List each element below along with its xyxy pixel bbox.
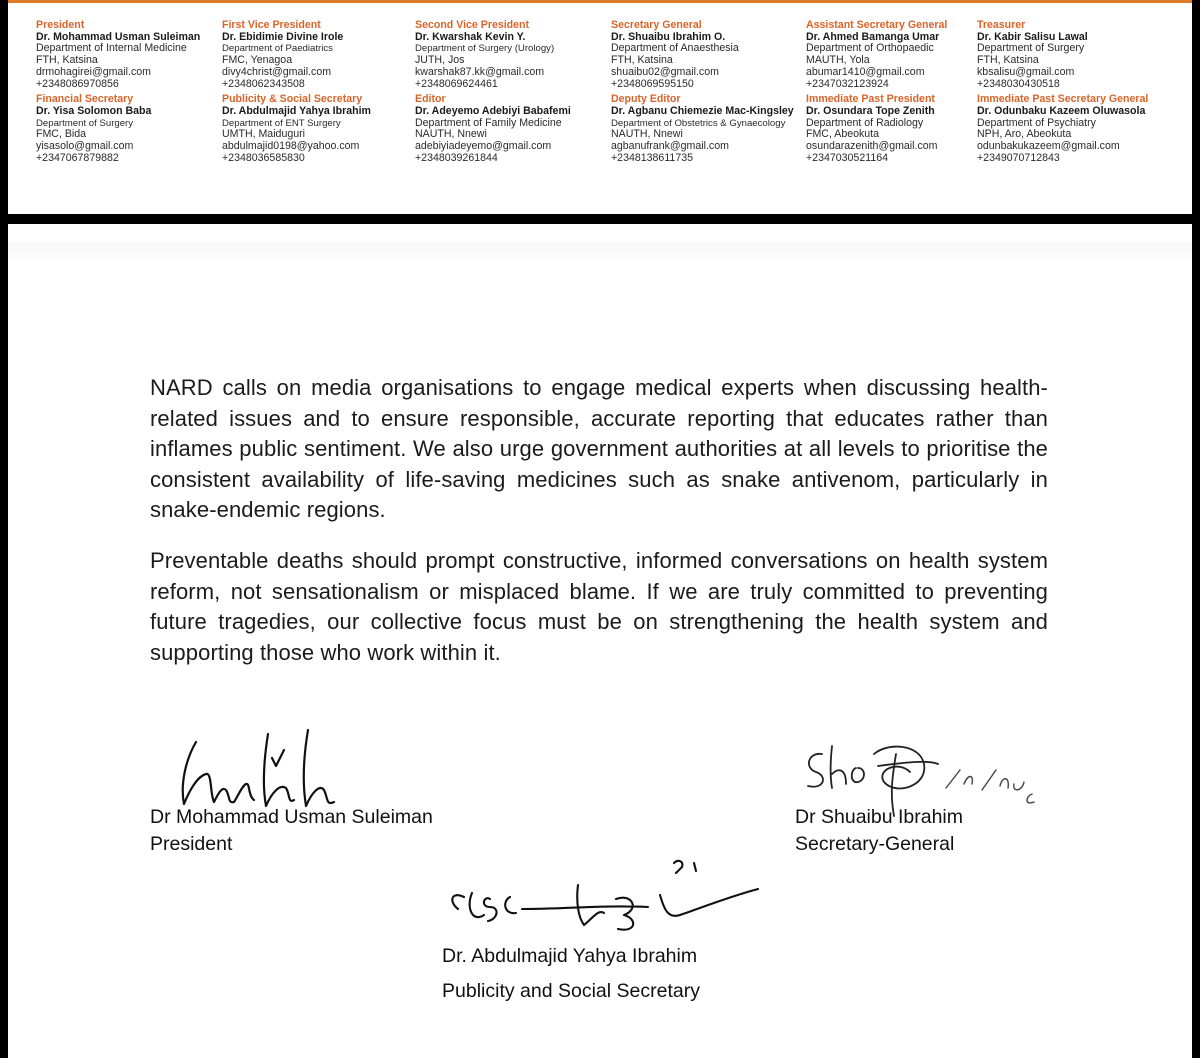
executive-institution: UMTH, Maiduguri: [222, 128, 306, 141]
executive-phone: +2348138611735: [611, 151, 693, 164]
executive-role: Publicity & Social Secretary: [222, 93, 363, 106]
executive-email: kbsalisu@gmail.com: [977, 65, 1075, 78]
executive-institution: NPH, Aro, Abeokuta: [977, 128, 1072, 141]
executive-name: Dr. Abdulmajid Yahya Ibrahim: [222, 104, 371, 117]
executive-institution: NAUTH, Nnewi: [415, 128, 487, 141]
executive-role: Treasurer: [977, 19, 1026, 31]
executive-department: Department of Surgery: [977, 42, 1085, 55]
executive-institution: FTH, Katsina: [611, 54, 673, 67]
executive-card: [222, 94, 415, 164]
executive-email: adebiyiadeyemo@gmail.com: [415, 140, 552, 153]
executive-name: Dr. Ahmed Bamanga Umar: [806, 30, 940, 43]
executive-email: osundarazenith@gmail.com: [806, 140, 938, 153]
executive-phone: +2348062343508: [222, 77, 305, 90]
letterhead-rule: [8, 0, 1192, 3]
executive-name: Dr. Shuaibu Ibrahim O.: [611, 30, 726, 43]
executive-institution: FTH, Katsina: [36, 54, 98, 67]
executive-card: [222, 20, 415, 90]
executive-role: Assistant Secretary General: [806, 19, 948, 31]
executive-phone: +2348086970856: [36, 77, 119, 90]
executive-card: [977, 94, 1177, 164]
executive-card: [36, 20, 222, 90]
executive-phone: +2348030430518: [977, 77, 1060, 90]
executive-phone: +2349070712843: [977, 151, 1060, 164]
executive-phone: +2348036585830: [222, 151, 305, 164]
executive-role: Deputy Editor: [611, 93, 681, 106]
executive-role: Immediate Past Secretary General: [977, 93, 1149, 106]
executive-email: abumar1410@gmail.com: [806, 65, 925, 78]
faint-header-band: [8, 242, 1192, 264]
executive-phone: +2347067879882: [36, 151, 119, 164]
executive-card: [611, 20, 806, 90]
president-title: President: [150, 833, 233, 855]
executive-card: [806, 20, 977, 90]
executive-department: Department of Internal Medicine: [36, 42, 187, 55]
executive-department: Department of Psychiatry: [977, 116, 1096, 129]
secretary-general-title: Secretary-General: [795, 833, 955, 855]
executive-institution: FMC, Bida: [36, 128, 87, 141]
executive-email: shuaibu02@gmail.com: [611, 65, 719, 78]
executive-name: Dr. Ebidimie Divine Irole: [222, 30, 344, 43]
publicity-secretary-signature-image: [428, 849, 768, 949]
executive-department: Department of Surgery: [36, 117, 134, 129]
executive-department: Department of Anaesthesia: [611, 42, 739, 55]
executive-card: [611, 94, 806, 164]
executive-role: Financial Secretary: [36, 93, 134, 106]
president-name: Dr Mohammad Usman Suleiman: [150, 806, 433, 828]
executive-phone: +2347032123924: [806, 77, 889, 90]
executive-name: Dr. Adeyemo Adebiyi Babafemi: [415, 104, 571, 117]
publicity-secretary-name: Dr. Abdulmajid Yahya Ibrahim: [442, 945, 698, 967]
executive-email: divy4christ@gmail.com: [222, 65, 332, 78]
letter-body-panel: [8, 224, 1192, 1058]
executive-name: Dr. Odunbaku Kazeem Oluwasola: [977, 104, 1146, 117]
executive-department: Department of Family Medicine: [415, 116, 562, 129]
executive-role: First Vice President: [222, 19, 321, 31]
executive-institution: MAUTH, Yola: [806, 54, 870, 67]
executive-role: Secretary General: [611, 19, 702, 31]
executive-department: Department of Radiology: [806, 116, 924, 129]
executive-department: Department of Obstetrics & Gynaecology: [611, 117, 786, 129]
executive-institution: JUTH, Jos: [415, 54, 465, 67]
executive-role: Editor: [415, 93, 446, 106]
executive-department: Department of Paediatrics: [222, 43, 333, 55]
executive-role: President: [36, 19, 85, 31]
executive-institution: FMC, Yenagoa: [222, 54, 293, 67]
secretary-general-name: Dr Shuaibu Ibrahim: [795, 806, 963, 828]
executive-card: [415, 20, 611, 90]
executive-institution: NAUTH, Nnewi: [611, 128, 683, 141]
letterhead-executives-panel: [8, 0, 1192, 214]
executive-name: Dr. Agbanu Chiemezie Mac-Kingsley: [611, 104, 794, 117]
executive-department: Department of Orthopaedic: [806, 42, 934, 55]
president-signature-image: [168, 714, 338, 819]
executive-email: abdulmajid0198@yahoo.com: [222, 140, 360, 153]
executive-name: Dr. Kabir Salisu Lawal: [977, 30, 1088, 43]
executive-name: Dr. Osundara Tope Zenith: [806, 104, 935, 117]
executive-email: yisasolo@gmail.com: [36, 140, 134, 153]
executive-department: Department of ENT Surgery: [222, 117, 341, 129]
executive-role: Immediate Past President: [806, 93, 935, 106]
executive-email: kwarshak87.kk@gmail.com: [415, 65, 545, 78]
executive-email: odunbakukazeem@gmail.com: [977, 140, 1120, 153]
executive-email: drmohagirei@gmail.com: [36, 65, 151, 78]
executive-role: Second Vice President: [415, 19, 530, 31]
executive-institution: FMC, Abeokuta: [806, 128, 880, 141]
executive-card: [415, 94, 611, 164]
executive-email: agbanufrank@gmail.com: [611, 140, 729, 153]
body-paragraph-2: Preventable deaths should prompt constructive, informed conversations on health system reform, not sensationalism or misplaced blame. If we are truly committed to preventing future tragedies, our collective focus must be on strengthening the health system and supporting those who work within it.: [150, 548, 1048, 665]
executive-name: Dr. Yisa Solomon Baba: [36, 104, 152, 117]
executive-phone: +2348069624461: [415, 77, 498, 90]
executive-phone: +2348039261844: [415, 151, 498, 164]
executives-grid: [36, 20, 1186, 164]
executive-name: Dr. Mohammad Usman Suleiman: [36, 30, 201, 43]
executive-institution: FTH, Katsina: [977, 54, 1039, 67]
executive-name: Dr. Kwarshak Kevin Y.: [415, 30, 526, 43]
body-paragraph-1: NARD calls on media organisations to engage medical experts when discussing health-related issues and to ensure responsible, accurate reporting that educates rather than inflames public sentiment. We also urge government authorities at all levels to prioritise the consistent availability of life-saving medicines such as snake antivenom, particularly in snake-endemic regions.: [150, 375, 1048, 522]
publicity-secretary-title: Publicity and Social Secretary: [442, 980, 700, 1002]
executive-phone: +2348069595150: [611, 77, 694, 90]
executive-card: [806, 94, 977, 164]
executive-card: [36, 94, 222, 164]
executive-department: Department of Surgery (Urology): [415, 43, 555, 55]
executive-phone: +2347030521164: [806, 151, 888, 164]
executive-card: [977, 20, 1177, 90]
